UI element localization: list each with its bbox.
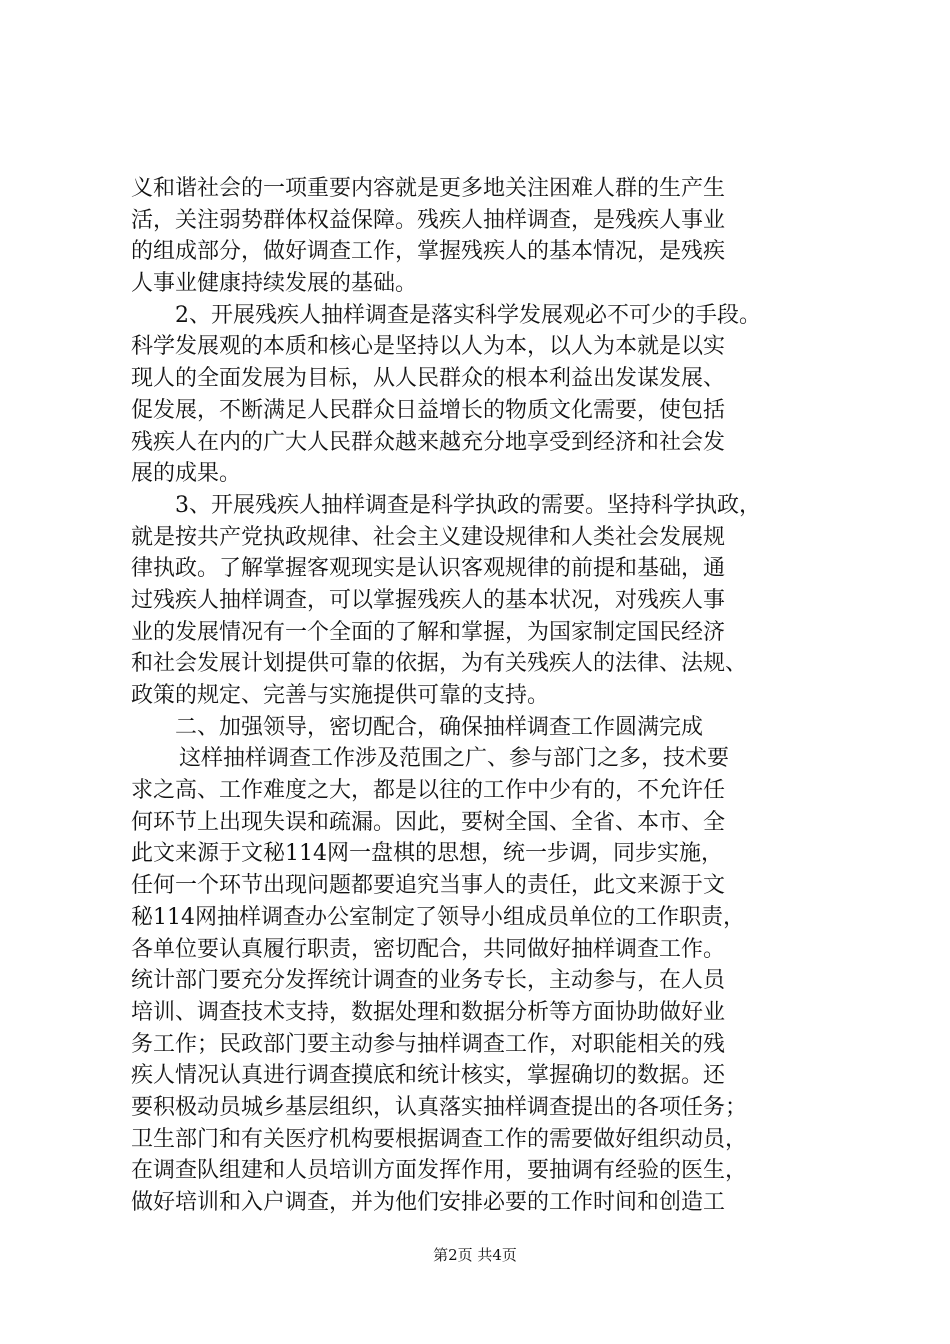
text-line: 的组成部分，做好调查工作，掌握残疾人的基本情况，是残疾 [131,239,726,265]
text-line: 现人的全面发展为目标，从人民群众的根本利益出发谋发展、 [131,366,726,392]
text-line: 义和谐社会的一项重要内容就是更多地关注困难人群的生产生 [131,176,726,201]
text-line: 残疾人在内的广大人民群众越来越充分地享受到经济和社会发 [131,429,726,455]
text-line: 2、开展残疾人抽样调查是落实科学发展观必不可少的手段。 [175,302,761,328]
text-line: 人事业健康持续发展的基础。 [131,271,418,297]
text-line: 政策的规定、完善与实施提供可靠的支持。 [131,683,550,708]
text-line: 统计部门要充分发挥统计调查的业务专长，主动参与，在人员 [131,968,726,994]
text-line: 促发展，不断满足人民群众日益增长的物质文化需要，使包括 [131,397,726,423]
text-line: 疾人情况认真进行调查摸底和统计核实，掌握确切的数据。还 [131,1063,726,1089]
text-line: 任何一个环节出现问题都要追究当事人的责任，此文来源于文 [131,873,726,899]
body-text [131,173,843,1219]
page-footer: 第2页 共4页 [433,1246,517,1264]
text-line: 此文来源于文秘114网一盘棋的思想，统一步调，同步实施， [131,841,723,867]
text-line: 律执政。了解掌握客观现实是认识客观规律的前提和基础，通 [131,556,726,582]
text-line: 做好培训和入户调查，并为他们安排必要的工作时间和创造工 [131,1190,726,1215]
text-line: 业的发展情况有一个全面的了解和掌握，为国家制定国民经济 [131,619,726,645]
text-line: 卫生部门和有关医疗机构要根据调查工作的需要做好组织动员， [131,1126,748,1152]
text-line: 展的成果。 [131,461,242,487]
text-line: 在调查队组建和人员培训方面发挥作用，要抽调有经验的医生， [131,1158,748,1184]
text-line: 和社会发展计划提供可靠的依据，为有关残疾人的法律、法规、 [131,651,748,677]
text-line: 过残疾人抽样调查，可以掌握残疾人的基本状况，对残疾人事 [131,587,726,613]
text-line: 求之高、工作难度之大，都是以往的工作中少有的，不允许任 [131,778,726,804]
text-line: 秘114网抽样调查办公室制定了领导小组成员单位的工作职责， [131,904,745,930]
text-line: 就是按共产党执政规律、社会主义建设规律和人类社会发展规 [131,524,726,550]
text-line: 要积极动员城乡基层组织，认真落实抽样调查提出的各项任务； [131,1094,748,1120]
text-line: 这样抽样调查工作涉及范围之广、参与部门之多，技术要 [179,746,730,772]
text-line: 科学发展观的本质和核心是坚持以人为本，以人为本就是以实 [131,334,726,360]
text-line: 3、开展残疾人抽样调查是科学执政的需要。坚持科学执政， [175,492,761,518]
text-line: 何环节上出现失误和疏漏。因此，要树全国、全省、本市、全 [131,809,726,835]
text-line: 务工作；民政部门要主动参与抽样调查工作，对职能相关的残 [131,1031,726,1057]
text-line: 二、加强领导，密切配合，确保抽样调查工作圆满完成 [175,714,704,740]
text-line: 各单位要认真履行职责，密切配合，共同做好抽样调查工作。 [131,936,726,962]
text-line: 活，关注弱势群体权益保障。残疾人抽样调查，是残疾人事业 [131,207,726,233]
text-line: 培训、调查技术支持，数据处理和数据分析等方面协助做好业 [131,999,726,1025]
